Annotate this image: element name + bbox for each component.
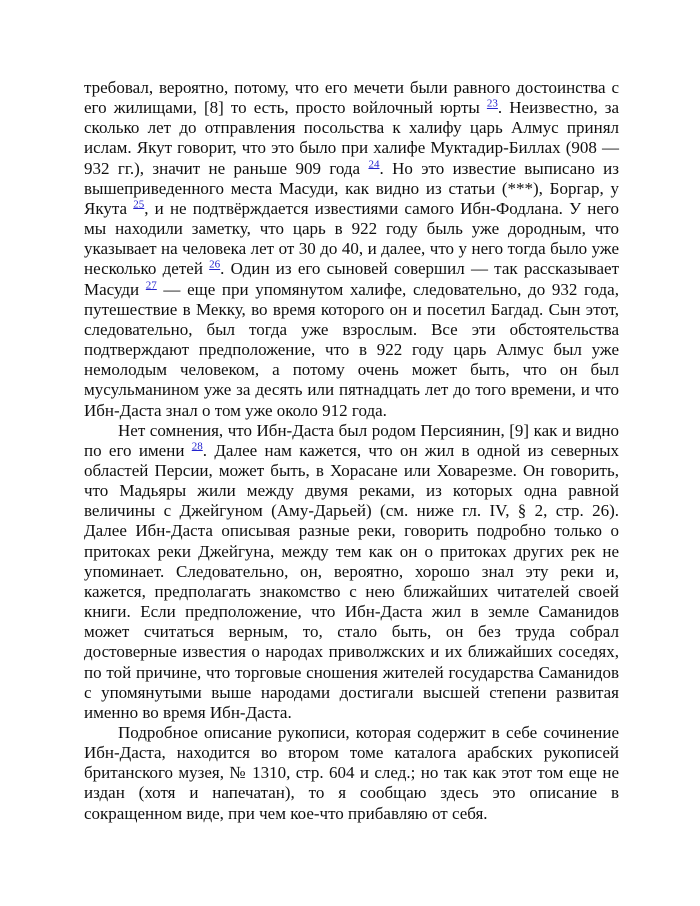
footnote-ref-24[interactable]: 24 xyxy=(368,157,380,170)
text-run: Нет сомнения, что Ибн-Даста был родом Персиянин, [9] как и видно по его имени xyxy=(84,420,619,460)
footnote-ref-23[interactable]: 23 xyxy=(486,97,498,110)
text-run: Подробное описание рукописи, которая содержит в себе сочинение Ибн-Даста, находится во втором томе каталога арабских рукописей британского музея, № 1310, стр. 604 и след.; но так как этот том еще не издан (хотя и напечатан), то я сообщаю здесь это описание в сокращенном виде, при чем кое-что прибавляю от себя. xyxy=(84,723,619,823)
footnote-ref-28[interactable]: 28 xyxy=(191,440,203,453)
footnote-ref-26[interactable]: 26 xyxy=(209,258,221,271)
text-run: . Неизвестно, за сколько лет до отправления посольства к халифу царь Алмус принял ислам. Якут говорит, что это было при халифе Муктадир-Биллах (908 — 932 гг.), значит не раньше 909 года xyxy=(84,98,619,178)
paragraph xyxy=(84,78,619,421)
text-run: требовал, вероятно, потому, что его мечети были равного достоинства с его жилищами, [8] то есть, просто войлочный юрты xyxy=(84,78,619,118)
footnote-ref-25[interactable]: 25 xyxy=(133,198,145,211)
paragraph xyxy=(84,421,619,723)
text-run: , и не подтвёрждается известиями самого Ибн-Фодлана. У него мы находили заметку, что царь в 922 году быль уже дородным, что указывает на человека лет от 30 до 40, и далее, что у него тогда было уже несколько детей xyxy=(84,198,619,279)
text-run: . Но это известие выписано из вышеприведенного места Масуди, как видно из статьи (***), Боргар, у Якута xyxy=(84,158,619,218)
text-block xyxy=(84,78,619,824)
text-run: . Далее нам кажется, что он жил в одной из северных областей Персии, может быть, в Хорасане или Ховарезме. Он говорить, что Мадьяры жили между двумя реками, из которых одна равной величины с Джейгуном (Аму-Дарьей) (см. ниже гл. IV, § 2, стр. 26). Далее Ибн-Даста описывая разные реки, говорить подробно только о притоках реки Джейгуна, между тем как он о притоках других рек не упоминает. Следовательно, он, вероятно, хорошо знал эту реки и, кажется, предполагать знакомство с нею ближайших читателей своей книги. Если предположение, что Ибн-Даста жил в земле Саманидов может считаться верным, то, стало быть, он без труда собрал достоверные известия о народах приволжских и их ближайших соседях, по той причине, что торговые сношения жителей государства Саманидов с упомянутыми выше народами достигали высшей степени развитая именно во время Ибн-Даста. xyxy=(84,440,619,722)
text-run: — еще при упомянутом халифе, следовательно, до 932 года, путешествие в Мекку, во время которого он и посетил Багдад. Сын этот, следовательно, был тогда уже взрослым. Все эти обстоятельства подтверждают предположение, что в 922 году царь Алмус был уже немолодым человеком, а потому очень может быть, что он был мусульманином уже за десять или пятнадцать лет до того времени, и что Ибн-Даста знал о том уже около 912 года. xyxy=(84,279,619,420)
footnote-ref-27[interactable]: 27 xyxy=(145,278,157,291)
paragraph xyxy=(84,723,619,824)
text-run: . Один из его сыновей совершил — так рассказывает Масуди xyxy=(84,259,619,299)
